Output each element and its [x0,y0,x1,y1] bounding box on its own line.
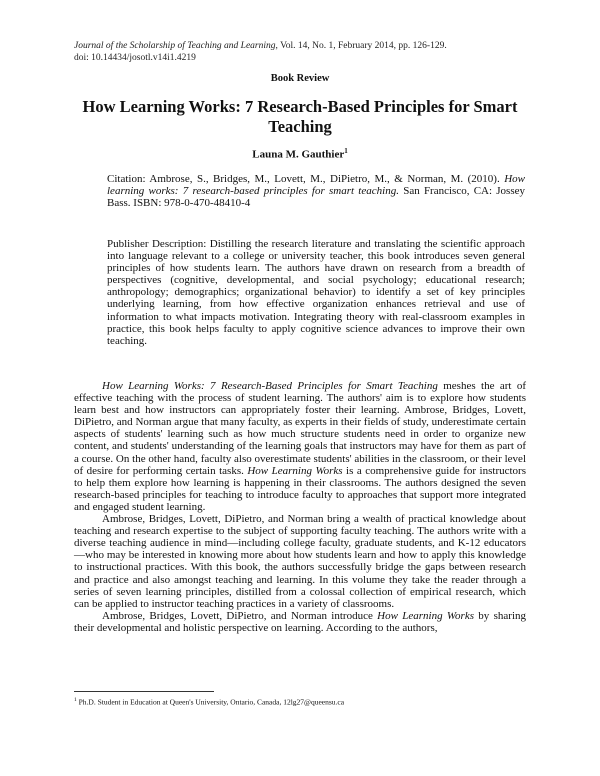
footnote-divider [74,691,214,692]
paragraph-3-text-a: Ambrose, Bridges, Lovett, DiPietro, and Norman introduce [102,609,378,622]
journal-issue: , Vol. 14, No. 1, February 2014, pp. 126-129. [275,41,447,51]
paragraph-1-text-b: is a comprehensive guide for instructors to help them explore how learning is happening in their classrooms. The authors designed the seven research-based principles for teaching to introduce faculty to approaches that support more integrated and engaged student learning. [74,464,526,513]
journal-header [74,40,534,64]
paragraph-1 [74,380,526,513]
footnote-marker: 1 [74,697,77,703]
publisher-description: Publisher Description: Distilling the research literature and translating the scientific approach into language relevant to a college or university teacher, this book introduces seven general principles of how students learn. The authors have drawn on research from a breadth of perspectives (cognitive, developmental, and social psychology; educational research; anthropology; demographics; organizational behavior) to identify a set of key principles underlying learning, from how effective organization enhances retrieval and use of information to what impacts motivation. Integrating theory with real-classroom examples in practice, this book helps faculty to apply cognitive science advances to improve their own teaching. [107,238,525,347]
paragraph-1-italic-title: How Learning Works: 7 Research-Based Principles for Smart Teaching [102,380,438,392]
review-body [74,380,526,634]
footnote [74,696,526,707]
paragraph-1-text-a: meshes the art of effective teaching with the process of student learning. The authors' aim is to explore how students learn best and how instructors can appropriately foster their learning. Ambrose, Bridges, Lovett, DiPietro, and Norman argue that many faculty, as experts in their fields of study, underestimate certain aspects of students' learning such as how much structure students need in order to organize new content, and students' understanding of the learning goals that instructors may have for them as part of a course. On the other hand, faculty also overestimate students' abilities in the classroom, or their level of desire for performing certain tasks. [74,380,526,477]
book-citation [107,173,525,209]
journal-name: Journal of the Scholarship of Teaching and Learning [74,41,276,51]
footnote-text: Ph.D. Student in Education at Queen's University, Ontario, Canada, 12lg27@queensu.ca [76,697,345,707]
paragraph-2: Ambrose, Bridges, Lovett, DiPietro, and Norman bring a wealth of practical knowledge about teaching and research expertise to the subject of supporting faculty teaching. The authors write with a diverse teaching audience in mind—including college faculty, graduate students, and K-12 educators—who may be interested in knowing more about how students learn and how to apply this knowledge to instructional practices. With this book, the authors successfully bridge the gaps between research and practice and also amongst teaching and learning. In this volume they take the reader through a series of seven learning principles, distilled from a colossal collection of empirical research, which can be applied to instructor teaching practices in a variety of classrooms. [74,513,526,610]
citation-prefix: Citation: Ambrose, S., Bridges, M., Lovett, M., DiPietro, M., & Norman, M. (2010). [107,173,505,185]
citation-suffix: San Francisco, CA: Jossey Bass. ISBN: 978-0-470-48410-4 [107,185,526,209]
section-label: Book Review [270,73,330,84]
paragraph-3-text-b: by sharing their developmental and holistic perspective on learning. According to the authors, [74,609,526,634]
article-title: How Learning Works: 7 Research-Based Principles for Smart Teaching [82,97,518,136]
citation-book-title: How learning works: 7 research-based principles for smart teaching. [107,173,525,197]
doi-line: doi: 10.14434/josotl.v14i1.4219 [74,53,196,63]
paragraph-3-italic-title: How Learning Works [377,609,474,622]
author-footnote-marker: 1 [344,147,348,155]
author-name: Launa M. Gauthier [252,148,345,161]
journal-citation-line [74,40,534,52]
paragraph-1-italic-short-title: How Learning Works [247,464,343,477]
paragraph-3 [74,610,526,634]
author-line [0,147,600,161]
